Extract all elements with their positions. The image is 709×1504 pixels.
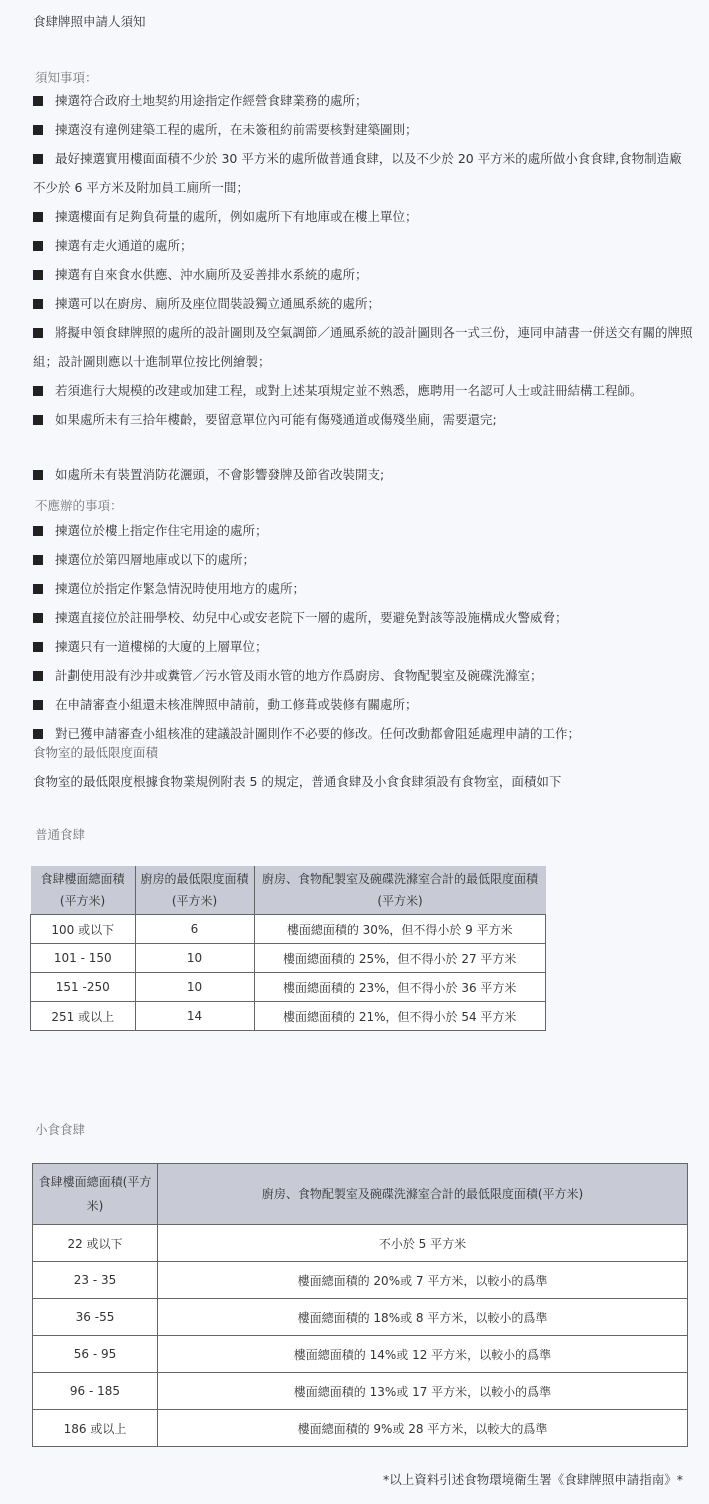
table-cell: 樓面總面積的 21%，但不得小於 54 平方米 [254, 1002, 546, 1031]
list-item: 若須進行大規模的改建或加建工程，或對上述某項規定並不熟悉，應聘用一名認可人士或註冊結構工程師。 [33, 376, 693, 405]
area-heading: 食物室的最低限度面積 [33, 745, 159, 760]
notes-list [33, 86, 693, 489]
list-item: 揀選可以在廚房、廁所及座位間裝設獨立通風系統的處所； [33, 289, 693, 318]
table-cell: 101 - 150 [31, 944, 136, 973]
table-row [33, 1336, 688, 1373]
list-item: 揀選有自來食水供應、沖水廁所及妥善排水系統的處所； [33, 260, 693, 289]
list-item: 揀選位於第四層地庫或以下的處所； [33, 545, 693, 574]
bullet-icon [33, 470, 43, 480]
table-cell: 186 或以上 [33, 1410, 158, 1447]
list-item: 最好揀選實用樓面面積不少於 30 平方米的處所做普通食肆，以及不少於 20 平方米的處所做小食食肆,食物制造廠不少於 6 平方米及附加員工廁所一間； [33, 151, 682, 195]
table-row [33, 1410, 688, 1447]
light-refreshment-table [32, 1163, 688, 1447]
bullet-icon [33, 125, 43, 135]
table-cell: 22 或以下 [33, 1225, 158, 1262]
bullet-icon [33, 415, 43, 425]
bullet-icon [33, 671, 43, 681]
list-item: 揀選位於指定作緊急情況時使用地方的處所； [33, 574, 693, 603]
bullet-icon [33, 154, 43, 164]
table-cell: 樓面總面積的 20%或 7 平方米，以較小的爲準 [158, 1262, 688, 1299]
table-header: 食肆樓面總面積(平方米) [33, 1164, 158, 1225]
bullet-icon [33, 241, 43, 251]
bullet-icon [33, 270, 43, 280]
list-item: 揀選位於樓上指定作住宅用途的處所； [33, 516, 693, 545]
bullet-icon [33, 212, 43, 222]
bullet-icon [33, 328, 43, 338]
table-row [31, 944, 546, 973]
table-cell: 樓面總面積的 9%或 28 平方米，以較大的爲準 [158, 1410, 688, 1447]
table-cell: 36 -55 [33, 1299, 158, 1336]
table-cell: 10 [135, 944, 254, 973]
table-cell: 不小於 5 平方米 [158, 1225, 688, 1262]
table-row [31, 915, 546, 944]
bullet-icon [33, 555, 43, 565]
list-item: 揀選樓面有足夠負荷量的處所，例如處所下有地庫或在樓上單位； [33, 202, 693, 231]
bullet-icon [33, 729, 43, 739]
list-item: 如處所未有裝置消防花灑頭，不會影響發牌及節省改裝開支; [33, 460, 693, 489]
bullet-icon [33, 526, 43, 536]
bullet-icon [33, 613, 43, 623]
table-header: 廚房的最低限度面積(平方米) [135, 866, 254, 915]
bullet-icon [33, 584, 43, 594]
page-title: 食肆牌照申請人須知 [33, 14, 146, 29]
bullet-icon [33, 642, 43, 652]
light-heading: 小食食肆 [35, 1122, 86, 1137]
table-cell: 樓面總面積的 25%，但不得小於 27 平方米 [254, 944, 546, 973]
donts-list [33, 516, 693, 748]
bullet-icon [33, 299, 43, 309]
notes-heading: 須知事項： [35, 70, 98, 85]
table-cell: 14 [135, 1002, 254, 1031]
source-note: *以上資料引述食物環境衛生署《食肆牌照申請指南》* [382, 1472, 683, 1487]
table-row [33, 1373, 688, 1410]
table-cell: 96 - 185 [33, 1373, 158, 1410]
table-header: 食肆樓面總面積(平方米) [31, 866, 136, 915]
list-item: 計劃使用設有沙井或糞管／污水管及雨水管的地方作爲廚房、食物配製室及碗碟洗滌室； [33, 661, 693, 690]
table-header: 廚房、食物配製室及碗碟洗滌室合計的最低限度面積(平方米) [254, 866, 546, 915]
table-row [33, 1299, 688, 1336]
list-item: 在申請審查小組還未核准牌照申請前，動工修葺或裝修有關處所； [33, 690, 693, 719]
table-cell: 151 -250 [31, 973, 136, 1002]
list-item: 如果處所未有三拾年樓齡，要留意單位內可能有傷殘通道或傷殘坐廁，需要還完; [33, 405, 693, 434]
table-cell: 100 或以下 [31, 915, 136, 944]
table-header: 廚房、食物配製室及碗碟洗滌室合計的最低限度面積(平方米) [158, 1164, 688, 1225]
list-item: 揀選直接位於註冊學校、幼兒中心或安老院下一層的處所，要避免對該等設施構成火警威脅； [33, 603, 693, 632]
area-text: 食物室的最低限度根據食物業規例附表 5 的規定，普通食肆及小食食肆須設有食物室，面積如下 [33, 774, 562, 789]
table-cell: 樓面總面積的 30%，但不得小於 9 平方米 [254, 915, 546, 944]
list-item: 揀選沒有違例建築工程的處所，在未簽租約前需要核對建築圖則； [33, 115, 693, 144]
table-cell: 樓面總面積的 18%或 8 平方米，以較小的爲準 [158, 1299, 688, 1336]
table-cell: 56 - 95 [33, 1336, 158, 1373]
table-cell: 樓面總面積的 13%或 17 平方米，以較小的爲準 [158, 1373, 688, 1410]
table-cell: 樓面總面積的 14%或 12 平方米，以較小的爲準 [158, 1336, 688, 1373]
table-row [33, 1225, 688, 1262]
table-cell: 6 [135, 915, 254, 944]
table-header-row [33, 1164, 688, 1225]
list-item: 揀選有走火通道的處所； [33, 231, 693, 260]
list-item: 將擬申領食肆牌照的處所的設計圖則及空氣調節／通風系統的設計圖則各一式三份，連同申請書一併送交有關的牌照組；設計圖則應以十進制單位按比例繪製； [33, 325, 693, 369]
table-row [33, 1262, 688, 1299]
bullet-icon [33, 700, 43, 710]
table-header-row [31, 866, 546, 915]
table-cell: 樓面總面積的 23%，但不得小於 36 平方米 [254, 973, 546, 1002]
bullet-icon [33, 96, 43, 106]
donts-heading: 不應辦的事項： [35, 498, 123, 513]
table-cell: 10 [135, 973, 254, 1002]
table-cell: 23 - 35 [33, 1262, 158, 1299]
bullet-icon [33, 386, 43, 396]
general-heading: 普通食肆 [35, 827, 86, 842]
table-row [31, 1002, 546, 1031]
table-row [31, 973, 546, 1002]
table-cell: 251 或以上 [31, 1002, 136, 1031]
list-item: 揀選只有一道樓梯的大廈的上層單位； [33, 632, 693, 661]
list-item: 揀選符合政府土地契約用途指定作經營食肆業務的處所； [33, 86, 693, 115]
list-item: 對已獲申請審查小組核准的建議設計圖則作不必要的修改。任何改動都會阻延處理申請的工作； [33, 719, 693, 748]
general-restaurant-table [30, 866, 546, 1031]
